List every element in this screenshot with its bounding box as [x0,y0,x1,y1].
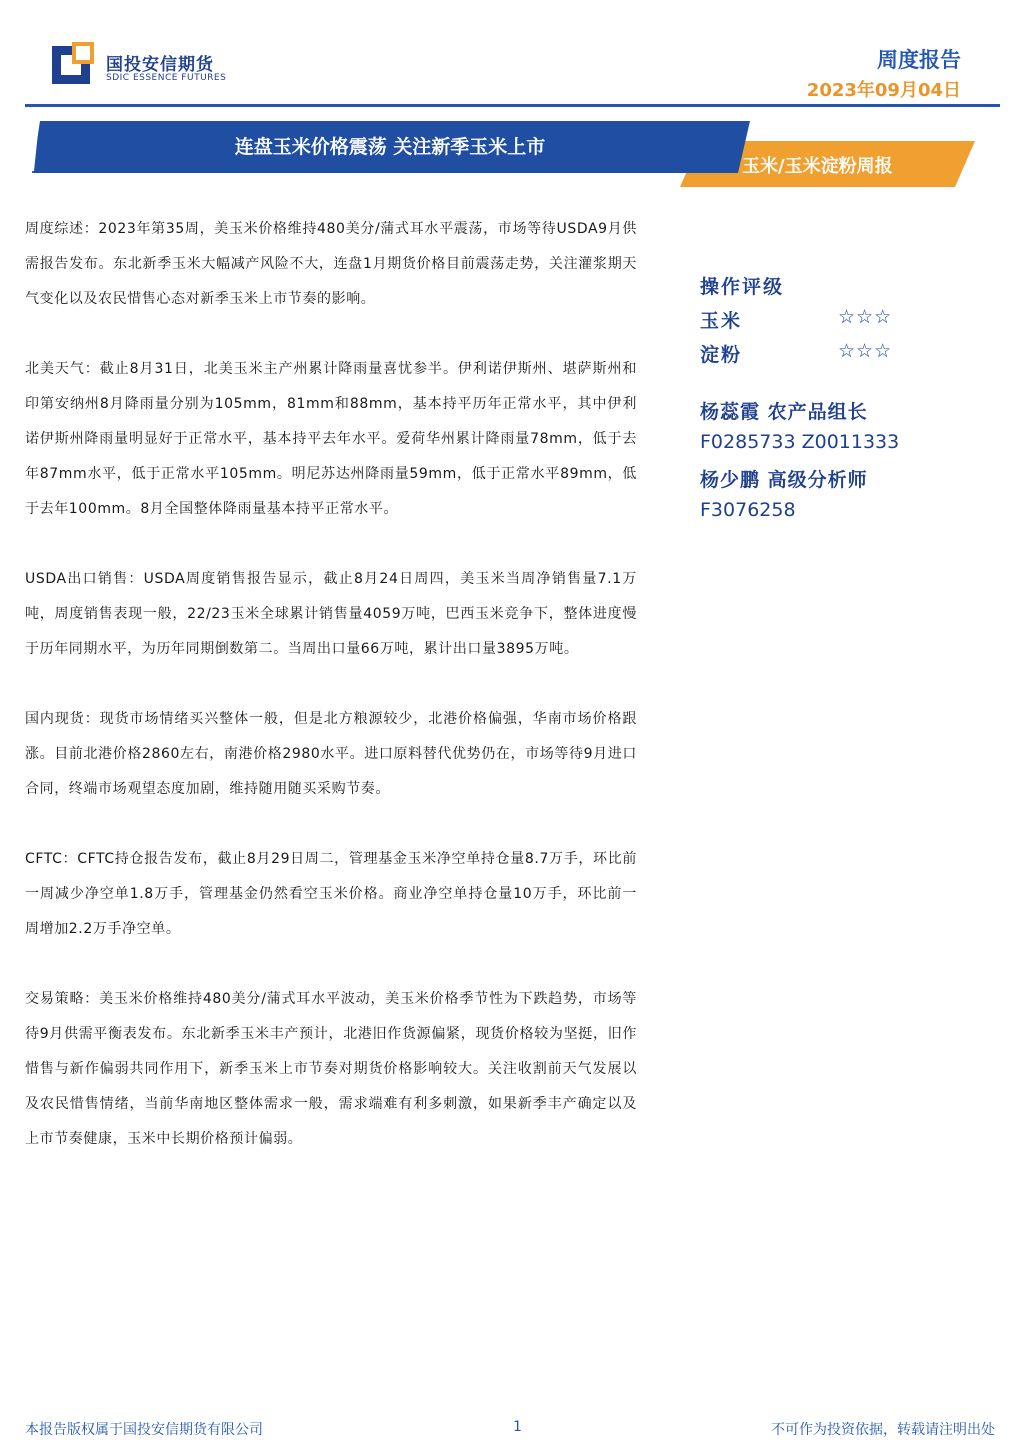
analyst-cert: F0285733 Z0011333 [700,431,900,453]
star-rating-icon: ☆☆☆ [838,340,893,362]
paragraph-north-america-weather: 北美天气：截止8月31日，北美玉米主产州累计降雨量喜忧参半。伊利诺伊斯州、堪萨斯州和印第安纳州8月降雨量分别为105mm，81mm和88mm，基本持平历年正常水平，其中伊利诺伊斯州降雨量明显好于正常水平，基本持平去年水平。爱荷华州累计降雨量78mm，低于去年87mm水平，低于正常水平105mm。明尼苏达州降雨量59mm，低于正常水平89mm，低于去年100mm。8月全国整体降雨量基本持平正常水平。 [25,361,637,517]
page-number: 1 [513,1419,522,1435]
footer-copyright: 本报告版权属于国投安信期货有限公司 [25,1422,263,1438]
logo-mark-icon [52,42,98,84]
paragraph-domestic-spot: 国内现货：现货市场情绪买兴整体一般，但是北方粮源较少，北港价格偏强，华南市场价格跟涨。目前北港价格2860左右，南港价格2980水平。进口原料替代优势仍在，市场等待9月进口合同，终端市场观望态度加剧，维持随用随买采购节奏。 [25,711,637,797]
paragraph-usda-export-sales: USDA出口销售：USDA周度销售报告显示，截止8月24日周四，美玉米当周净销售量7.1万吨，周度销售表现一般，22/23玉米全球累计销售量4059万吨，巴西玉米竞争下，整体进度慢于历年同期水平，为历年同期倒数第二。当周出口量66万吨，累计出口量3895万吨。 [25,571,637,657]
report-body [25,212,637,1192]
rating-name: 淀粉 [700,344,743,366]
report-title: 连盘玉米价格震荡 关注新季玉米上市 [234,136,546,158]
paragraph-weekly-summary: 周度综述：2023年第35周，美玉米价格维持480美分/蒲式耳水平震荡，市场等待USDA9月供需报告发布。东北新季玉米大幅减产风险不大，连盘1月期货价格目前震荡走势，关注灌浆期天气变化以及农民惜售心态对新季玉米上市节奏的影响。 [25,221,637,307]
rating-row-corn [700,306,990,340]
rating-name: 玉米 [700,310,743,332]
star-rating-icon: ☆☆☆ [838,306,893,328]
footer-disclaimer: 不可作为投资依据，转载请注明出处 [771,1422,995,1438]
paragraph-cftc: CFTC：CFTC持仓报告发布，截止8月29日周二，管理基金玉米净空单持仓量8.7万手，环比前一周减少净空单1.8万手，管理基金仍然看空玉米价格。商业净空单持仓量10万手，环比前一周增加2.2万手净空单。 [25,851,637,937]
sidebar [700,272,990,533]
analyst-name: 杨少鹏 高级分析师 [700,469,868,491]
logo-text-cn: 国投安信期货 [106,55,214,75]
analyst-name: 杨蕊霞 农产品组长 [700,401,868,423]
analyst-cert: F3076258 [700,499,796,521]
report-date: 2023年09月04日 [806,80,961,101]
report-subtitle: 玉米/玉米淀粉周报 [742,156,893,177]
rating-title: 操作评级 [700,276,785,298]
report-type: 周度报告 [877,48,961,72]
paragraph-trading-strategy: 交易策略：美玉米价格维持480美分/蒲式耳水平波动，美玉米价格季节性为下跌趋势，市场等待9月供需平衡表发布。东北新季玉米丰产预计，北港旧作货源偏紧，现货价格较为坚挺，旧作惜售与新作偏弱共同作用下，新季玉米上市节奏对期货价格影响较大。关注收割前天气发展以及农民惜售情绪，当前华南地区整体需求一般，需求端难有利多刺激，如果新季丰产确定以及上市节奏健康，玉米中长期价格预计偏弱。 [25,991,637,1147]
company-logo [52,42,232,88]
logo-text-en: SDIC ESSENCE FUTURES [106,73,227,83]
header-divider [25,104,1000,107]
rating-row-starch [700,340,990,374]
